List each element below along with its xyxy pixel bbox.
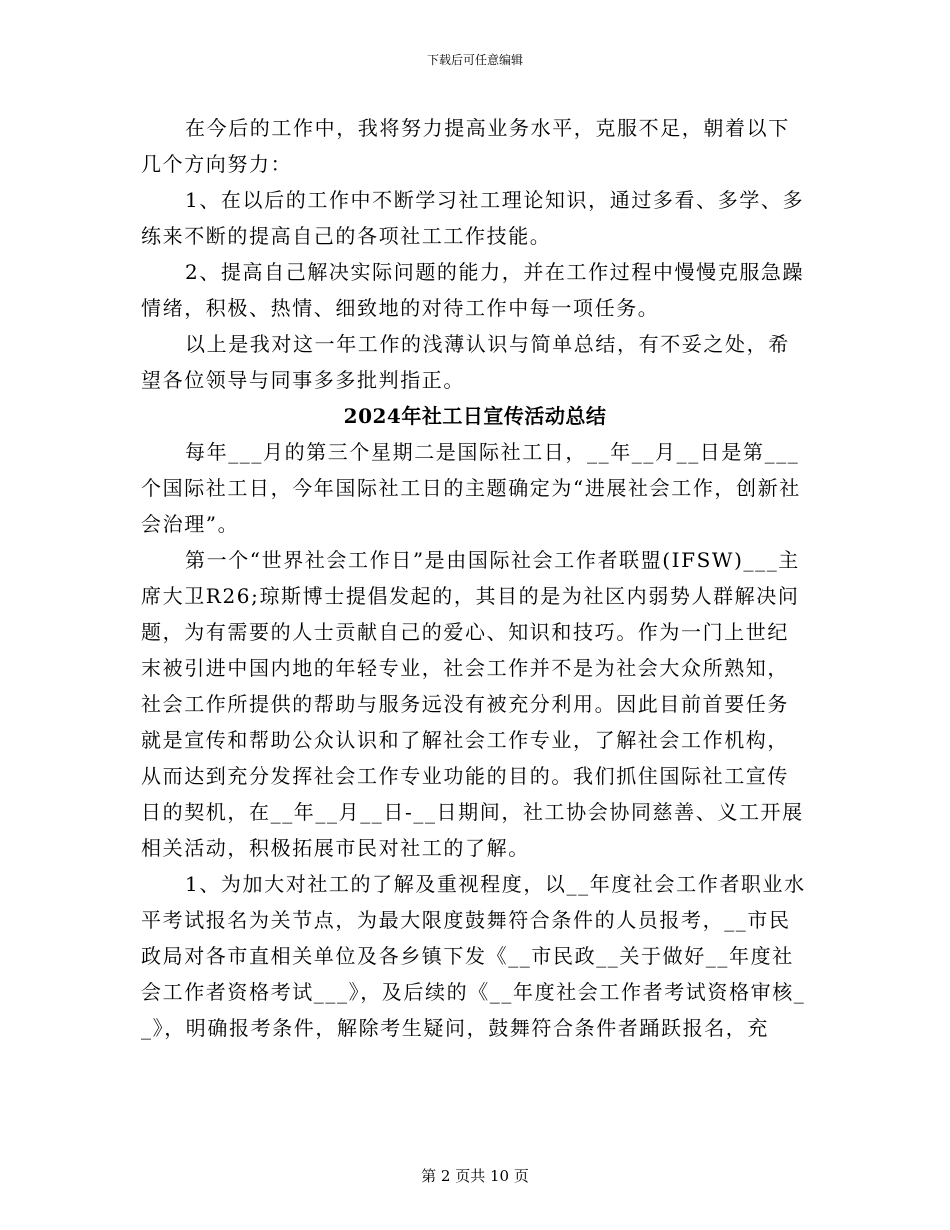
paragraph-exam-registration: 1、为加大对社工的了解及重视程度，以__年度社会工作者职业水平考试报名为关节点，为最大限度鼓舞符合条件的人员报考，__市民政局对各市直相关单位及各乡镇下发《__市民政__关于做好__年度社会工作者资格考试___》，及后续的《__年度社会工作者考试资格审核__》，明确报考条件，解除考生疑问，鼓舞符合条件者踊跃报名，充 [141, 872, 806, 1040]
page-header: 下载后可任意编辑 [426, 53, 523, 67]
paragraph-conclusion: 以上是我对这一年工作的浅薄认识与简单总结，有不妥之处，希望各位领导与同事多多批判指正。 [141, 332, 790, 392]
section-title: 2024年社工日宣传活动总结 [343, 404, 607, 428]
document-body [141, 110, 809, 1046]
paragraph-item-2: 2、提高自己解决实际问题的能力，并在工作过程中慢慢克服急躁情绪，积极、热情、细致地的对待工作中每一项任务。 [141, 260, 805, 320]
paragraph-intro: 在今后的工作中，我将努力提高业务水平，克服不足，朝着以下几个方向努力： [141, 116, 790, 176]
paragraph-ifsw-background: 第一个“世界社会工作日”是由国际社会工作者联盟(IFSW)___主席大卫R26;琼斯博士提倡发起的，其目的是为社区内弱势人群解决问题，为有需要的人士贡献自己的爱心、知识和技巧。作为一门上世纪末被引进中国内地的年轻专业，社会工作并不是为社会大众所熟知，社会工作所提供的帮助与服务远没有被充分利用。因此目前首要任务就是宣传和帮助公众认识和了解社会工作专业，了解社会工作机构，从而达到充分发挥社会工作专业功能的目的。我们抓住国际社工宣传日的契机，在__年__月__日-__日期间，社工协会协同慈善、义工开展相关活动，积极拓展市民对社工的了解。 [141, 548, 804, 860]
page-footer: 第 2 页共 10 页 [421, 1167, 529, 1185]
paragraph-social-work-day: 每年___月的第三个星期二是国际社工日，__年__月__日是第___个国际社工日，今年国际社工日的主题确定为“进展社会工作，创新社会治理”。 [141, 440, 801, 536]
paragraph-item-1: 1、在以后的工作中不断学习社工理论知识，通过多看、多学、多练来不断的提高自己的各项社工工作技能。 [141, 188, 805, 248]
